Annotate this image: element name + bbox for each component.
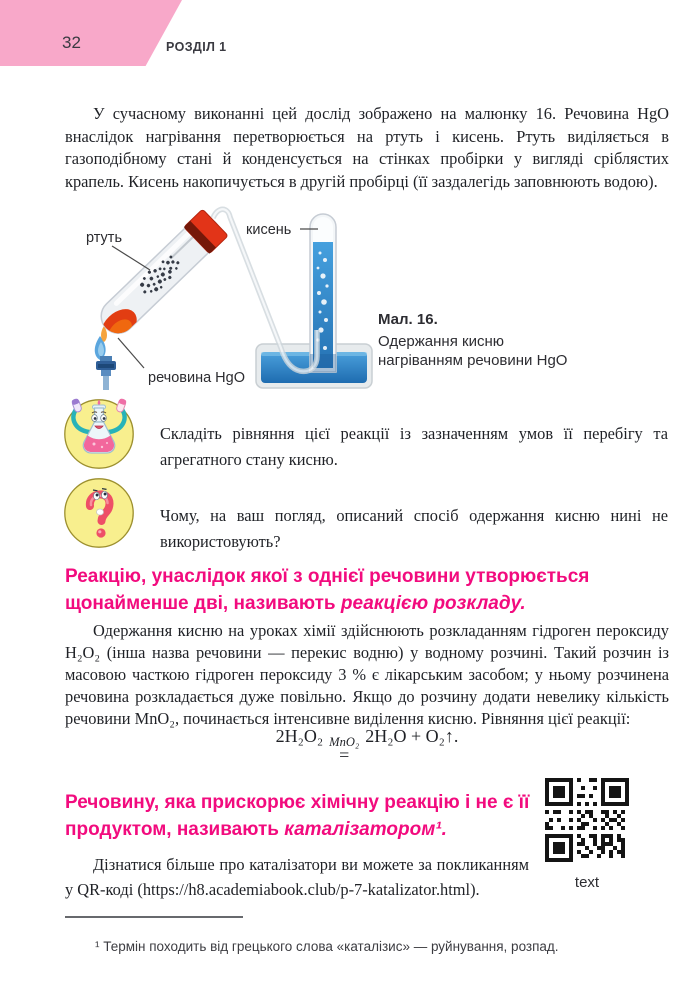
- oxygen-label: кисень: [246, 222, 292, 238]
- mercury-pointer-line: [112, 246, 150, 270]
- footnote-text: ¹ Термін походить від грецького слова «каталізис» — руйнування, розпад.: [95, 938, 559, 954]
- definition-decomposition-text: Реакцію, унаслідок якої з однієї речовини утворюється щонайменше дві, називають: [65, 566, 590, 614]
- chemical-equation: [65, 726, 669, 763]
- substance-pointer-line: [118, 338, 144, 368]
- equation-lhs: 2H₂O₂: [275, 726, 324, 746]
- equation-equals-sign: =: [339, 745, 350, 765]
- footnote-separator: [65, 916, 243, 918]
- definition-catalyst: [65, 789, 543, 843]
- burner-icon: [95, 326, 116, 390]
- substance-label: речовина HgO: [148, 370, 245, 386]
- intro-paragraph: У сучасному виконанні цей дослід зображено на малюнку 16. Речовина HgO внаслідок нагрівання перетворюється на ртуть і кисень. Ртуть виділяється в газоподібному стані й конденсується на стінках пробірки у вигляді сріблястих крапель. Кисень накопичується в другій пробірці (її заздалегідь заповнюють водою).: [65, 104, 669, 191]
- page-number-band: [0, 0, 182, 66]
- equation-rhs: 2H₂O + O₂↑.: [365, 726, 459, 746]
- peroxide-paragraph: Одержання кисню на уроках хімії здійснюють розкладанням гідроген пероксиду H₂O₂ (інша назва речовини — перекис водню) у водному розчині. Такий розчин із масовою часткою гідроген пероксиду 3 % є лікарським засобом; у ньому розчинена речовина розкладається дуже повільно. Якщо до розчину додати невелику кількість речовини MnO₂, починається інтенсивне виділення кисню. Рівняння цієї реакції:: [65, 621, 669, 729]
- figure-caption: [378, 310, 608, 371]
- task-question-text: Чому, на ваш погляд, описаний спосіб одержання кисню нині не використовують?: [160, 506, 668, 552]
- task-equation: [63, 398, 668, 490]
- definition-catalyst-text: Речовину, яка прискорює хімічну реакцію і не є її продуктом, називають: [65, 792, 530, 840]
- qr-label: text: [574, 874, 600, 891]
- page-number: 32: [62, 33, 81, 52]
- equation-catalyst: MnO₂: [329, 735, 360, 749]
- qr-code: [545, 778, 629, 862]
- qr-block: [545, 778, 629, 891]
- definition-catalyst-term: каталізатором¹.: [284, 819, 447, 840]
- qr-paragraph: Дізнатися більше про каталізатори ви можете за покликанням у QR-коді (https://h8.academiabook.club/p-7-katalizator.html).: [65, 855, 529, 900]
- figure-caption-line2: нагріванням речовини HgO: [378, 352, 568, 369]
- figure-caption-line1: Одержання кисню: [378, 332, 504, 350]
- chapter-label: РОЗДІЛ 1: [166, 40, 227, 54]
- figure-caption-title: Мал. 16.: [378, 311, 438, 328]
- definition-decomposition: [65, 563, 653, 617]
- oxygen-test-tube: [310, 214, 336, 372]
- figure-16: [60, 198, 672, 392]
- experiment-illustration: [60, 198, 380, 392]
- definition-decomposition-term: реакцією розкладу.: [340, 593, 526, 614]
- task-equation-text: Складіть рівняння цієї реакції із зазначенням умов її перебігу та агрегатного стану кисню.: [160, 424, 668, 470]
- mercury-label: ртуть: [86, 230, 122, 246]
- flask-character-icon: [63, 398, 135, 470]
- task-question: [63, 477, 668, 572]
- question-mark-character-icon: [63, 477, 135, 549]
